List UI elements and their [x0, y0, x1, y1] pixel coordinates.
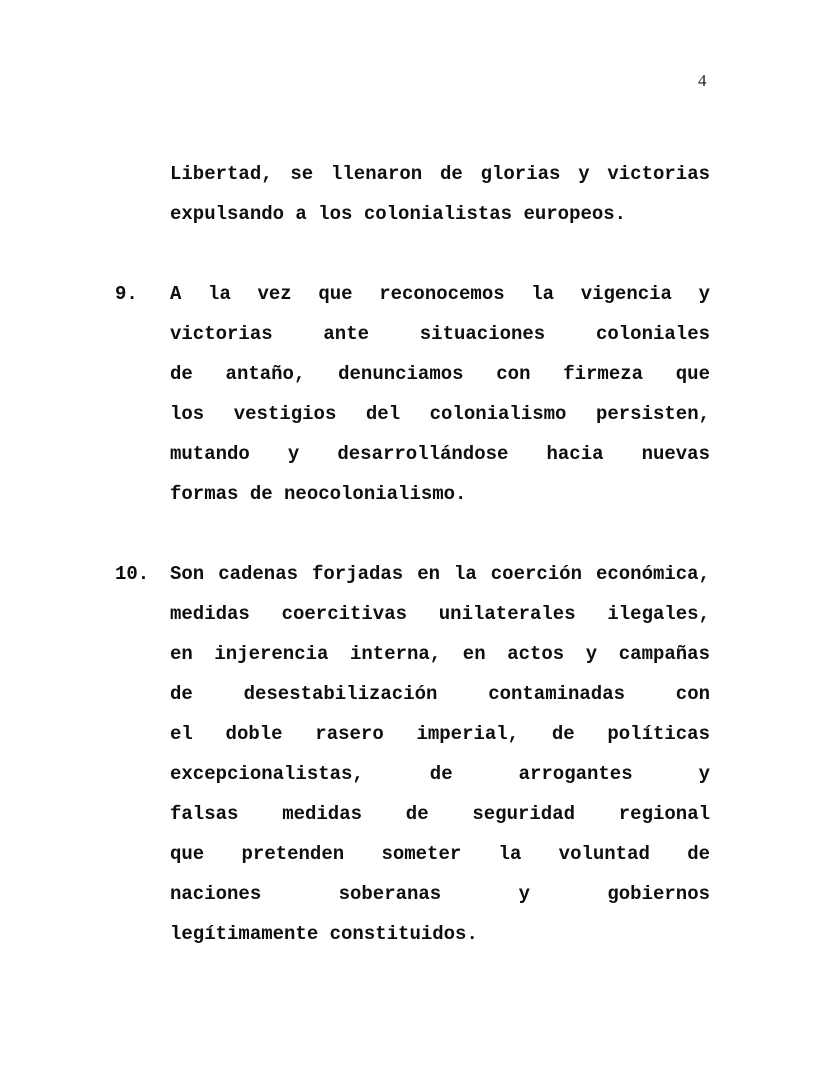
- text-line: de desestabilización contaminadas con: [170, 683, 710, 705]
- text-line: victorias ante situaciones coloniales: [170, 323, 710, 345]
- text-line: expulsando a los colonialistas europeos.: [170, 203, 627, 225]
- paragraph-text: [170, 554, 710, 954]
- text-line: excepcionalistas, de arrogantes y: [170, 763, 710, 785]
- list-number: 9.: [115, 283, 138, 305]
- paragraph-continuation: [115, 154, 710, 234]
- text-line: Son cadenas forjadas en la coerción económica,: [170, 563, 710, 585]
- text-line: A la vez que reconocemos la vigencia y: [170, 283, 710, 305]
- text-line: falsas medidas de seguridad regional: [170, 803, 710, 825]
- text-line: naciones soberanas y gobiernos: [170, 883, 710, 905]
- text-line: formas de neocolonialismo.: [170, 483, 467, 505]
- paragraph-text: [170, 154, 710, 234]
- text-line: en injerencia interna, en actos y campañas: [170, 643, 710, 665]
- paragraph-text: [170, 274, 710, 514]
- text-line: legítimamente constituidos.: [170, 923, 478, 945]
- page-number: 4: [698, 71, 707, 90]
- paragraph-9: [115, 274, 710, 514]
- text-line: los vestigios del colonialismo persisten,: [170, 403, 710, 425]
- document-body: [115, 154, 710, 954]
- paragraph-10: [115, 554, 710, 954]
- text-line: de antaño, denunciamos con firmeza que: [170, 363, 710, 385]
- list-number: 10.: [115, 563, 150, 585]
- text-line: el doble rasero imperial, de políticas: [170, 723, 710, 745]
- text-line: Libertad, se llenaron de glorias y victorias: [170, 163, 710, 185]
- text-line: mutando y desarrollándose hacia nuevas: [170, 443, 710, 465]
- text-line: medidas coercitivas unilaterales ilegales,: [170, 603, 710, 625]
- text-line: que pretenden someter la voluntad de: [170, 843, 710, 865]
